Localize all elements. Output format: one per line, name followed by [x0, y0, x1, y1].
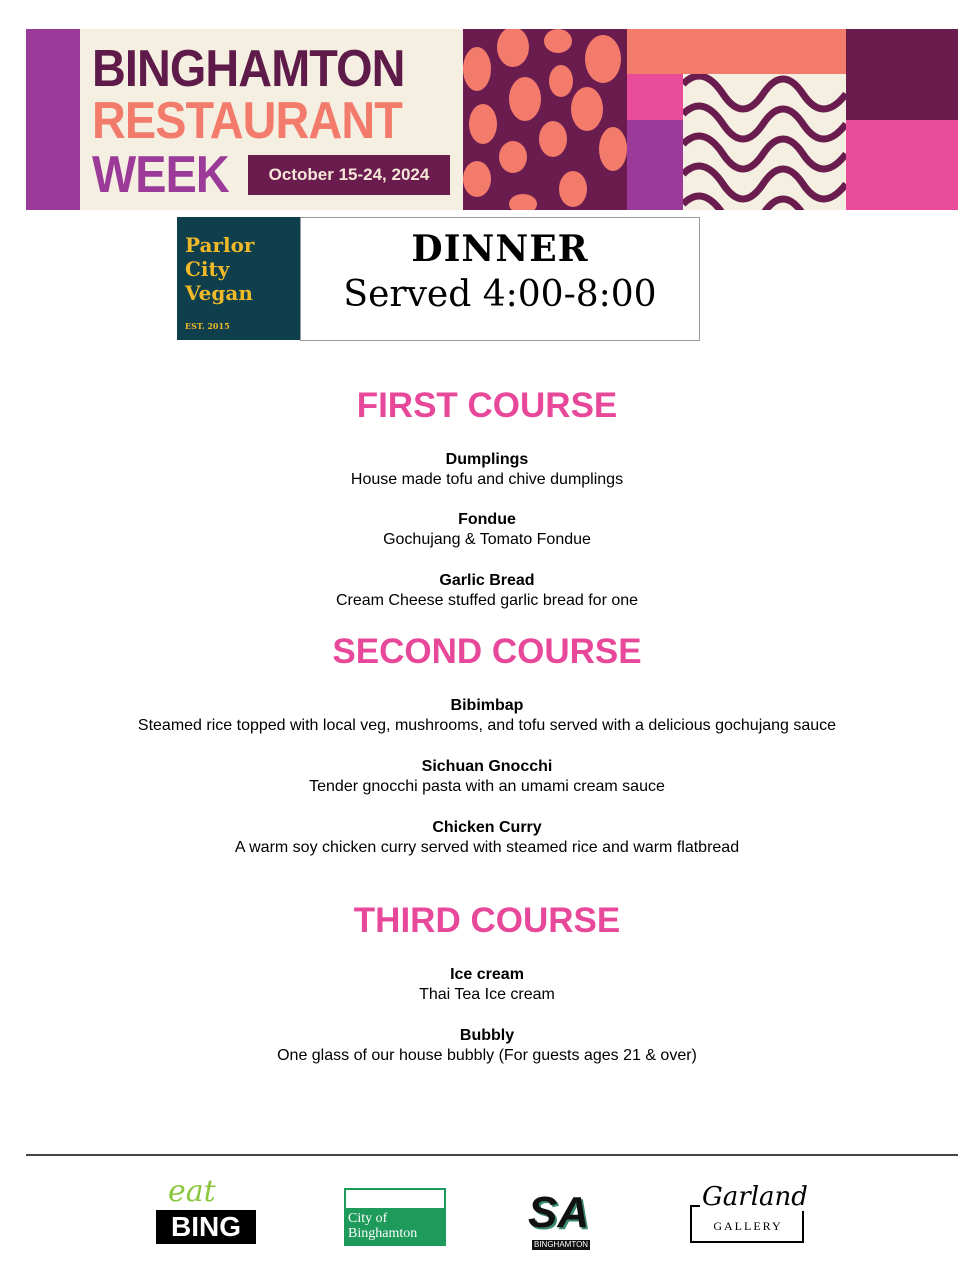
garland-sub: GALLERY: [713, 1219, 783, 1233]
item-name: Dumplings: [445, 451, 529, 468]
purple-block: [627, 120, 683, 210]
sa-binghamton-logo: [528, 1190, 610, 1254]
garland-gallery-logo: [690, 1183, 806, 1245]
item-desc: House made tofu and chive dumplings: [350, 471, 624, 488]
footer-divider: [26, 1154, 958, 1156]
wave-pattern: [683, 74, 846, 210]
meal-title: DINNER: [411, 228, 589, 270]
item-desc: Gochujang & Tomato Fondue: [383, 531, 591, 548]
course-title: FIRST COURSE: [356, 386, 618, 425]
item-name: Ice cream: [450, 966, 524, 983]
item-name: Sichuan Gnocchi: [421, 758, 553, 775]
banner-title-panel: [80, 29, 463, 210]
restaurant-week-banner: [26, 29, 958, 210]
item-desc: Cream Cheese stuffed garlic bread for one: [335, 592, 639, 609]
banner-stripe: [26, 29, 80, 210]
menu-item: [0, 1026, 974, 1066]
pink-block: [627, 74, 683, 120]
logo-text: Parlor City Vegan: [185, 233, 255, 305]
menu-item: [0, 965, 974, 1005]
item-desc: One glass of our house bubbly (For guests ages 21 & over): [277, 1047, 697, 1064]
plum-block: [846, 29, 958, 120]
pink-block-2: [846, 120, 958, 210]
blob-pattern: [463, 29, 627, 210]
city-of-binghamton-logo: [344, 1188, 446, 1246]
menu-item: [0, 757, 974, 797]
menu-item: [0, 510, 974, 550]
item-desc: Steamed rice topped with local veg, mushrooms, and tofu served with a delicious gochujang sauce: [137, 717, 837, 734]
menu-item: [0, 696, 974, 736]
garland-script: Garland: [702, 1182, 808, 1212]
eat-bing-logo: [156, 1176, 256, 1246]
menu-item: [0, 818, 974, 858]
item-name: Chicken Curry: [432, 819, 542, 836]
course-title: THIRD COURSE: [353, 901, 621, 940]
item-desc: Thai Tea Ice cream: [419, 986, 555, 1003]
city-line2: Binghamton: [348, 1226, 418, 1241]
banner-line2: RESTAURANT: [92, 92, 402, 150]
banner-line3: WEEK: [92, 146, 229, 204]
menu-item: [0, 571, 974, 611]
dinner-header: [300, 217, 700, 341]
item-name: Bibimbap: [450, 697, 524, 714]
item-desc: Tender gnocchi pasta with an umami cream sauce: [309, 778, 665, 795]
item-name: Garlic Bread: [439, 572, 535, 589]
sa-small: BINGHAMTON: [534, 1240, 589, 1249]
eat-bing-top: eat: [168, 1174, 216, 1209]
item-desc: A warm soy chicken curry served with steamed rice and warm flatbread: [234, 839, 740, 856]
logo-est: EST. 2015: [185, 321, 230, 331]
skyline-icon: [344, 1188, 446, 1208]
item-name: Fondue: [458, 511, 516, 528]
course-title: SECOND COURSE: [332, 632, 642, 671]
city-line1: City of: [348, 1211, 388, 1226]
sa-big: SA: [528, 1188, 590, 1237]
salmon-block: [627, 29, 846, 74]
eat-bing-bottom: BING: [156, 1210, 256, 1244]
banner-line1: BINGHAMTON: [92, 40, 405, 98]
banner-dates: October 15-24, 2024: [248, 155, 450, 195]
parlor-city-vegan-logo: [177, 217, 300, 340]
item-name: Bubbly: [459, 1027, 515, 1044]
served-hours: Served 4:00-8:00: [343, 274, 657, 315]
menu-item: [0, 450, 974, 490]
